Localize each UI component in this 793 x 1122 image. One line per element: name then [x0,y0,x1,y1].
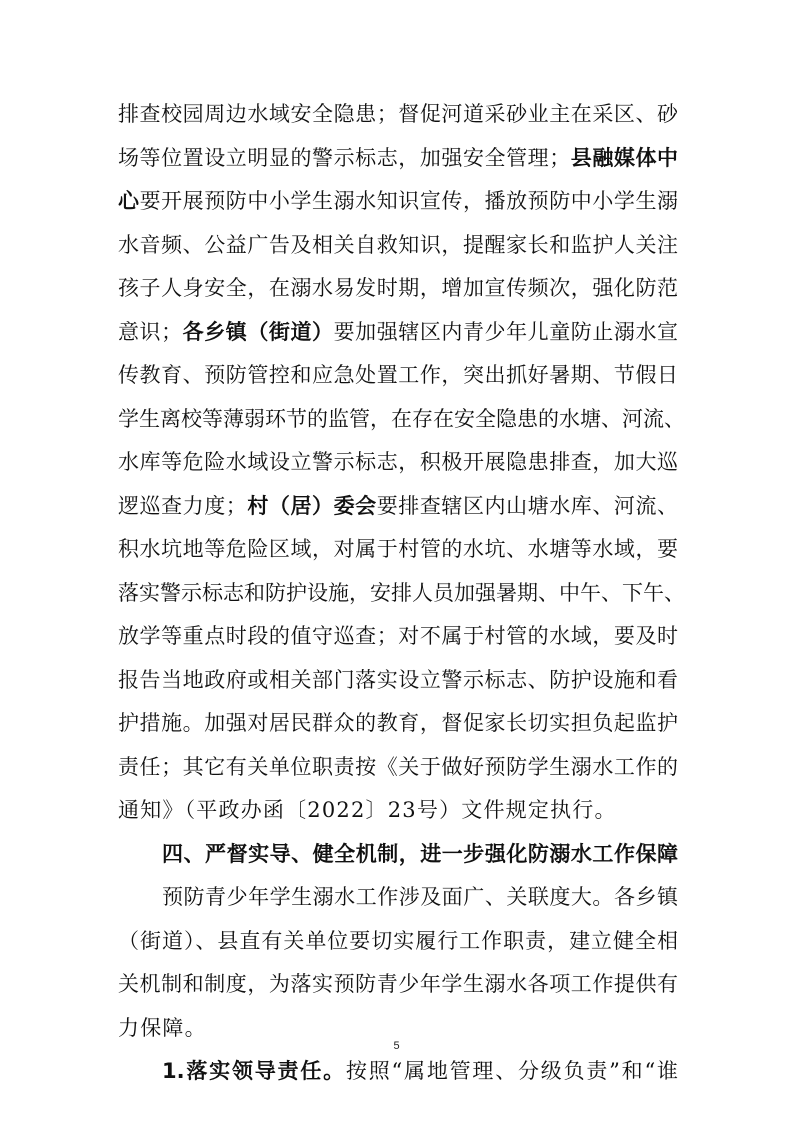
text-line: 逻巡查力度；村（居）委会要排查辖区内山塘水库、河流、 [118,493,679,518]
text-line: 落实警示标志和防护设施，安排人员加强暑期、中午、下午、 [118,580,685,605]
text-line: 通知》（平政办函〔2022〕23号）文件规定执行。 [118,798,617,822]
text-line: 水库等危险水域设立警示标志，积极开展隐患排查，加大巡 [118,450,678,474]
text-line: 责任；其它有关单位职责按《关于做好预防学生溺水工作的 [118,754,678,779]
text-line: 护措施。加强对居民群众的教育，督促家长切实担负起监护 [118,711,678,735]
text-line: 积水坑地等危险区域，对属于村管的水坑、水塘等水域，要 [118,537,678,561]
text-line: 孩子人身安全，在溺水易发时期，增加宣传频次，强化防范 [118,276,678,300]
text-line: 报告当地政府或相关部门落实设立警示标志、防护设施和看 [118,667,678,692]
page-number: 5 [393,1040,400,1052]
text-line: （街道）、县直有关单位要切实履行工作职责，建立健全相 [118,928,678,953]
text-line: 力保障。 [118,1015,207,1040]
text-line: 放学等重点时段的值守巡查；对不属于村管的水域，要及时 [118,624,678,648]
text-line: 关机制和制度，为落实预防青少年学生溺水各项工作提供有 [118,972,678,996]
text-line: 传教育、预防管控和应急处置工作，突出抓好暑期、节假日 [118,363,678,387]
text-line: 心要开展预防中小学生溺水知识宣传，播放预防中小学生溺 [118,189,679,213]
section-heading: 四、严督实导、健全机制，进一步强化防溺水工作保障 [162,841,678,866]
text-line: 预防青少年学生溺水工作涉及面广、关联度大。各乡镇 [162,885,678,909]
text-line: 水音频、公益广告及相关自救知识，提醒家长和监护人关注 [118,232,678,257]
text-line: 1.落实领导责任。按照“属地管理、分级负责”和“谁 [162,1059,678,1083]
text-line: 场等位置设立明显的警示标志，加强安全管理；县融媒体中 [118,145,679,170]
text-line: 排查校园周边水域安全隐患；督促河道采砂业主在采区、砂 [118,102,678,126]
text-line: 学生离校等薄弱环节的监管，在存在安全隐患的水塘、河流、 [118,406,685,431]
subheading-label: 1.落实领导责任。 [162,1059,346,1083]
text-line: 意识；各乡镇（街道）要加强辖区内青少年儿童防止溺水宣 [118,319,679,344]
